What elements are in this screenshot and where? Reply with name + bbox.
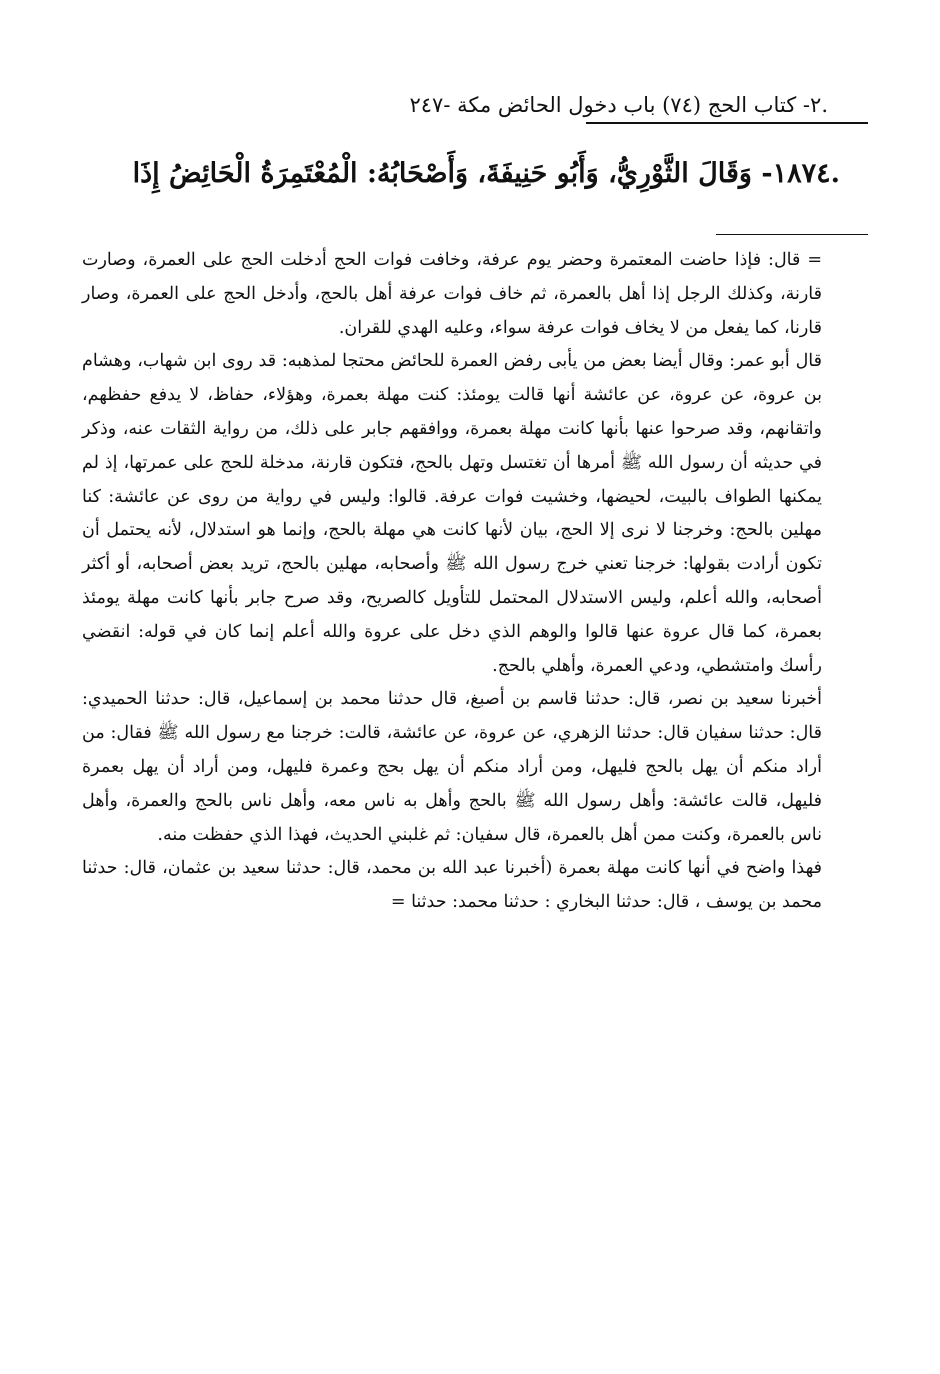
footnote-paragraph: أخبرنا سعيد بن نصر، قال: حدثنا قاسم بن أصبغ، قال حدثنا محمد بن إسماعيل، قال: حدثنا الحميدي: قال: حدثنا سفيان قال: حدثنا الزهري، عن عروة، عن عائشة، قالت: خرجنا مع رسول الله ﷺ فقال: من أراد منكم أن يهل بالحج فليهل، ومن أراد منكم أن يهل بحج وعمرة فليهل، ومن أراد أن يهل بعمرة فليهل، قالت عائشة: وأهل رسول الله ﷺ بالحج وأهل به ناس معه، وأهل ناس بالحج والعمرة، وأهل ناس بالعمرة، وكنت ممن أهل بالعمرة، قال سفيان: ثم غلبني الحديث، فهذا الذي حفظت منه.: [82, 689, 822, 845]
footnote-paragraph: = قال: فإذا حاضت المعتمرة وحضر يوم عرفة، وخافت فوات الحج أدخلت الحج على العمرة، وصارت قارنة، وكذلك الرجل إذا أهل بالعمرة، ثم خاف فوات عرفة أهل بالحج، وأدخل الحج على العمرة، وصار قارنا، كما يفعل من لا يخاف فوات عرفة سواء، وعليه الهدي للقران.: [82, 250, 822, 338]
footnote-paragraph: فهذا واضح في أنها كانت مهلة بعمرة (أخبرنا عبد الله بن محمد، قال: حدثنا سعيد بن عثمان، قال: حدثنا محمد بن يوسف ، قال: حدثنا البخاري : حدثنا محمد: حدثنا =: [82, 858, 822, 913]
header-rule: [586, 122, 868, 124]
footnote-paragraph: قال أبو عمر: وقال أيضا بعض من يأبى رفض العمرة للحائض محتجا لمذهبه: قد روى ابن شهاب، وهشام بن عروة، عن عروة، عن عائشة أنها قالت يومئذ: كنت مهلة بعمرة، وهؤلاء، حفاظ، لا يدفع حفظهم، واتقانهم، وقد صرحوا عنها بأنها كانت مهلة بعمرة، ووافقهم جابر على ذلك، من رواية الثقات عنه، وذكر في حديثه أن رسول الله ﷺ أمرها أن تغتسل وتهل بالحج، فتكون قارنة، مدخلة للحج على عمرتها، إذ لم يمكنها الطواف بالبيت، لحيضها، وخشيت فوات عرفة. قالوا: وليس في رواية من روى عن عائشة: كنا مهلين بالحج: وخرجنا لا نرى إلا الحج، بيان لأنها كانت هي مهلة بالحج، وإنما هو استدلال، لأنه يحتمل أن تكون أرادت بقولها: خرجنا تعني خرج رسول الله ﷺ وأصحابه، مهلين بالحج، تريد بعض أصحابه، أو أكثر أصحابه، والله أعلم، وليس الاستدلال المحتمل للتأويل كالصريح، وقد صرح جابر بأنها كانت مهلة يومئذ بعمرة، كما قال عروة عنها قالوا والوهم الذي دخل على عروة والله أعلم إنما كان في قوله: انقضي رأسك وامتشطي، ودعي العمرة، وأهلي بالحج.: [82, 351, 822, 676]
footnote-body: [82, 244, 822, 920]
footnote-separator-rule: [716, 234, 868, 235]
running-header: .٢- كتاب الحج (٧٤) باب دخول الحائض مكة -٢٤٧: [409, 93, 828, 117]
hadith-heading: .١٨٧٤- وَقَالَ الثَّوْرِيُّ، وَأَبُو حَنِيفَةَ، وَأَصْحَابُهُ: الْمُعْتَمِرَةُ الْحَائِضُ إِذَا: [132, 158, 840, 189]
